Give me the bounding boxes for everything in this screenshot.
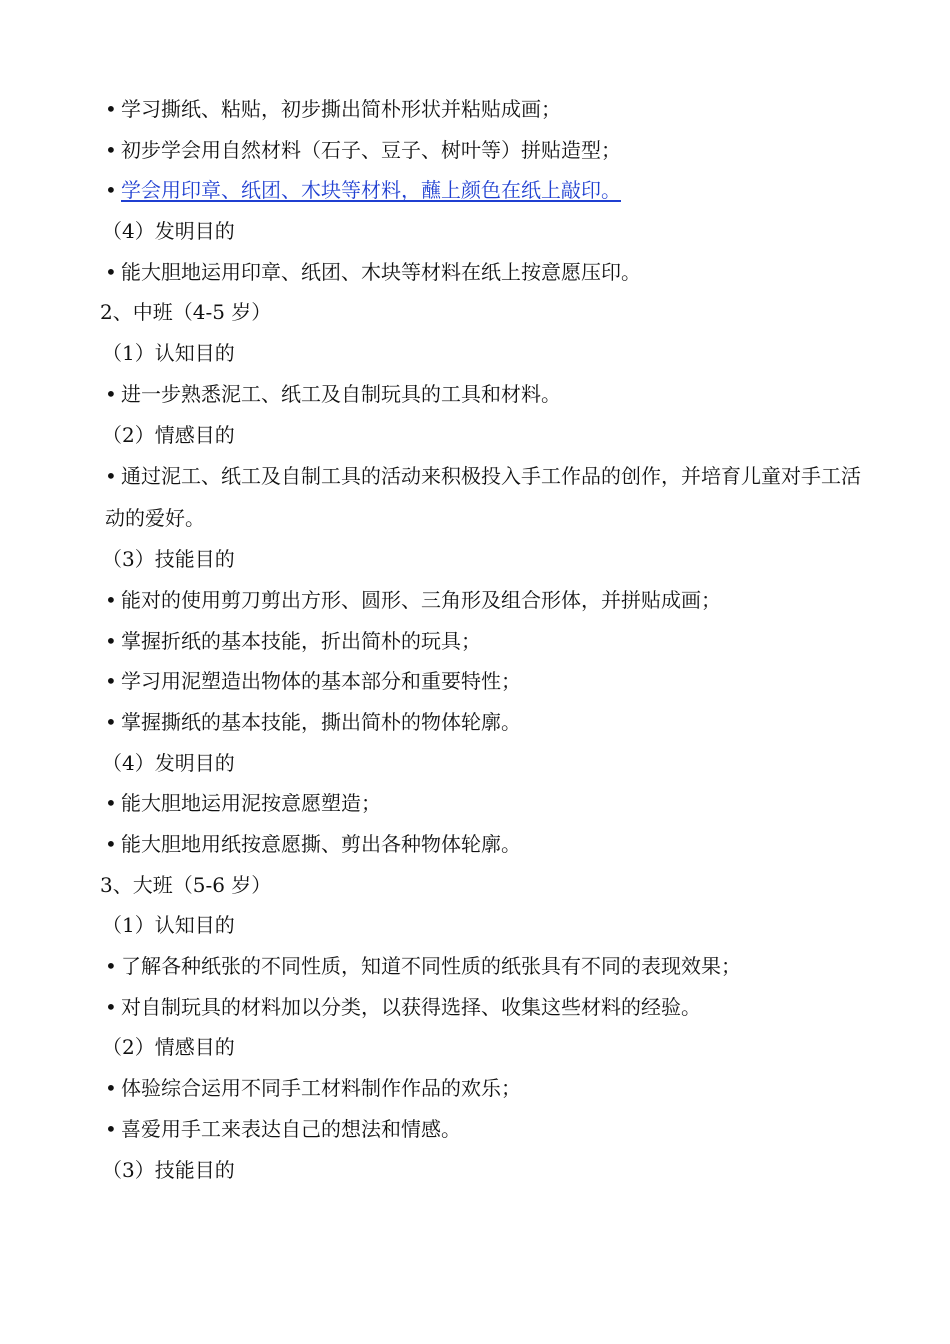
bullet-dot: • bbox=[105, 381, 117, 406]
bullet-item bbox=[100, 374, 880, 415]
bullet-text: 了解各种纸张的不同性质，知道不同性质的纸张具有不同的表现效果； bbox=[121, 954, 741, 979]
bullet-item bbox=[100, 946, 880, 987]
bullet-text: 进一步熟悉泥工、纸工及自制玩具的工具和材料。 bbox=[121, 381, 561, 406]
bullet-text: 通过泥工、纸工及自制工具的活动来积极投入手工作品的创作，并培育儿童对手工活动的爱好。 bbox=[105, 464, 861, 531]
bullet-text: 掌握折纸的基本技能，折出简朴的玩具； bbox=[121, 628, 481, 653]
bullet-text: 学习用泥塑造出物体的基本部分和重要特性； bbox=[121, 669, 521, 694]
bullet-item bbox=[100, 252, 880, 293]
bullet-dot: • bbox=[105, 791, 117, 816]
bullet-item bbox=[100, 621, 880, 662]
subheading bbox=[100, 211, 880, 252]
bullet-dot: • bbox=[105, 1116, 117, 1141]
subheading-text: （4）发明目的 bbox=[102, 750, 235, 775]
bullet-dot: • bbox=[105, 464, 117, 489]
document-body bbox=[100, 89, 880, 1190]
bullet-dot: • bbox=[105, 1076, 117, 1101]
subheading bbox=[100, 905, 880, 946]
bullet-item bbox=[100, 824, 880, 865]
subheading-text: （2）情感目的 bbox=[102, 422, 235, 447]
bullet-dot: • bbox=[105, 587, 117, 612]
bullet-item-link[interactable] bbox=[100, 170, 880, 211]
bullet-item bbox=[100, 661, 880, 702]
section-heading-text: 3、大班（5-6 岁） bbox=[100, 872, 272, 897]
bullet-text: 能大胆地运用印章、纸团、木块等材料在纸上按意愿压印。 bbox=[121, 259, 641, 284]
bullet-text: 学习撕纸、粘贴，初步撕出简朴形状并粘贴成画； bbox=[121, 97, 561, 121]
bullet-item bbox=[100, 130, 880, 171]
bullet-text: 能大胆地运用泥按意愿塑造； bbox=[121, 791, 381, 816]
subheading bbox=[100, 333, 880, 374]
bullet-item-wrapped bbox=[100, 455, 880, 539]
bullet-dot: • bbox=[105, 954, 117, 979]
hyperlink-text[interactable]: 学会用印章、纸团、木块等材料，蘸上颜色在纸上敲印。 bbox=[121, 178, 621, 203]
bullet-dot: • bbox=[105, 178, 117, 203]
section-heading-text: 2、中班（4-5 岁） bbox=[100, 300, 272, 325]
section-heading bbox=[100, 865, 880, 906]
bullet-item bbox=[100, 89, 880, 130]
bullet-dot: • bbox=[105, 628, 117, 653]
bullet-text: 能大胆地用纸按意愿撕、剪出各种物体轮廓。 bbox=[121, 832, 521, 856]
bullet-dot: • bbox=[105, 709, 117, 734]
bullet-item bbox=[100, 702, 880, 743]
subheading-text: （4）发明目的 bbox=[102, 219, 235, 244]
subheading bbox=[100, 539, 880, 580]
subheading bbox=[100, 415, 880, 456]
bullet-item bbox=[100, 783, 880, 824]
bullet-text: 体验综合运用不同手工材料制作作品的欢乐； bbox=[121, 1076, 521, 1101]
subheading bbox=[100, 1027, 880, 1068]
bullet-text: 对自制玩具的材料加以分类，以获得选择、收集这些材料的经验。 bbox=[121, 994, 701, 1019]
bullet-dot: • bbox=[105, 669, 117, 694]
bullet-text: 能对的使用剪刀剪出方形、圆形、三角形及组合形体，并拼贴成画； bbox=[121, 587, 721, 612]
bullet-item bbox=[100, 1109, 880, 1150]
subheading bbox=[100, 1150, 880, 1191]
subheading-text: （1）认知目的 bbox=[102, 913, 235, 938]
bullet-dot: • bbox=[105, 994, 117, 1019]
bullet-item bbox=[100, 987, 880, 1028]
subheading-text: （3）技能目的 bbox=[102, 1157, 235, 1182]
bullet-item bbox=[100, 580, 880, 621]
bullet-text: 喜爱用手工来表达自己的想法和情感。 bbox=[121, 1116, 461, 1141]
bullet-dot: • bbox=[105, 97, 117, 121]
bullet-item bbox=[100, 1068, 880, 1109]
bullet-text: 初步学会用自然材料（石子、豆子、树叶等）拼贴造型； bbox=[121, 137, 621, 162]
section-heading bbox=[100, 292, 880, 333]
bullet-dot: • bbox=[105, 832, 117, 856]
subheading bbox=[100, 743, 880, 784]
subheading-text: （3）技能目的 bbox=[102, 547, 235, 572]
subheading-text: （1）认知目的 bbox=[102, 341, 235, 366]
bullet-text: 掌握撕纸的基本技能，撕出简朴的物体轮廓。 bbox=[121, 709, 521, 734]
bullet-dot: • bbox=[105, 137, 117, 162]
bullet-dot: • bbox=[105, 259, 117, 284]
subheading-text: （2）情感目的 bbox=[102, 1035, 235, 1060]
